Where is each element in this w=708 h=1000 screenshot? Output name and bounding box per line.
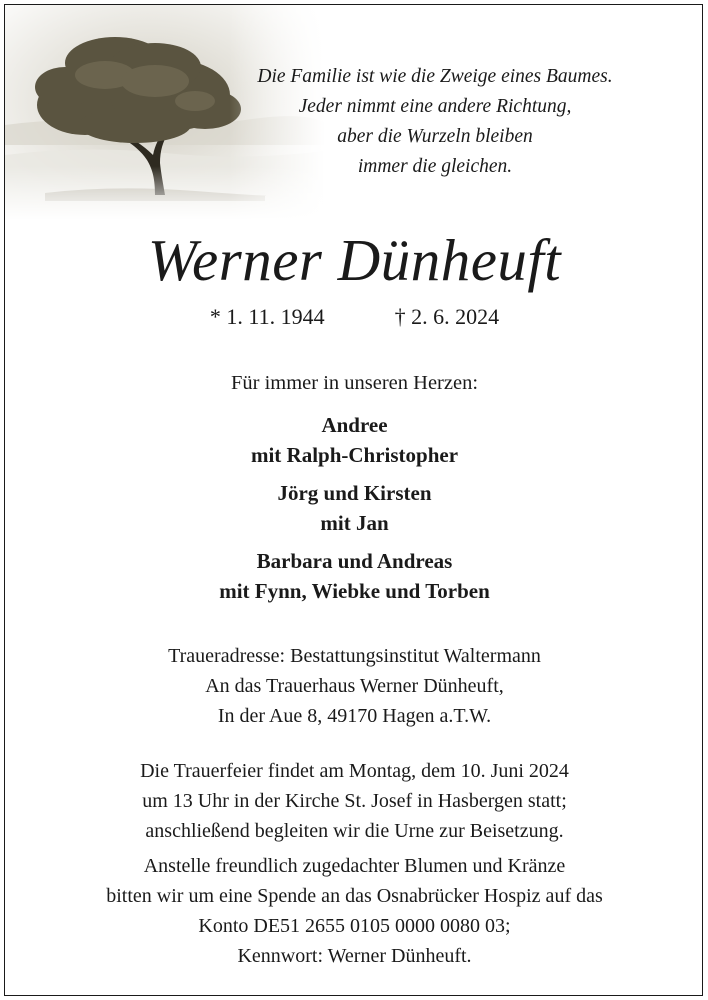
mourners-intro: Für immer in unseren Herzen: — [230, 372, 479, 394]
poem — [185, 62, 685, 182]
life-dates — [5, 302, 703, 332]
poem-line: aber die Wurzeln bleiben — [337, 126, 533, 147]
address-line: In der Aue 8, 49170 Hagen a.T.W. — [217, 705, 492, 727]
mourner-line: Jörg und Kirsten — [277, 481, 432, 505]
address-line: Traueradresse: Bestattungsinstitut Waltermann — [168, 645, 541, 667]
ceremony-info — [5, 756, 703, 846]
mourner-line: Barbara und Andreas — [256, 549, 453, 573]
mourner-group — [5, 478, 703, 538]
ceremony-line: Die Trauerfeier findet am Montag, dem 10. Juni 2024 — [140, 760, 569, 782]
donation-line: Anstelle freundlich zugedachter Blumen und Kränze — [143, 855, 566, 877]
ceremony-line: um 13 Uhr in der Kirche St. Josef in Hasbergen statt; — [142, 790, 567, 812]
mourner-group — [5, 546, 703, 606]
mourning-address — [5, 641, 703, 731]
mourner-group — [5, 410, 703, 470]
mourners-list — [5, 410, 703, 614]
deceased-name: Werner Dünheuft — [147, 227, 562, 293]
birth-date: * 1. 11. 1944 — [209, 304, 325, 329]
poem-line: Die Familie ist wie die Zweige eines Baumes. — [257, 66, 613, 87]
death-date: † 2. 6. 2024 — [394, 304, 500, 329]
address-line: An das Trauerhaus Werner Dünheuft, — [205, 675, 504, 697]
donation-info — [5, 851, 703, 971]
mourner-line: mit Fynn, Wiebke und Torben — [219, 579, 490, 603]
donation-line: bitten wir um eine Spende an das Osnabrücker Hospiz auf das — [106, 885, 603, 907]
mourner-line: mit Jan — [320, 511, 389, 535]
poem-line: immer die gleichen. — [357, 156, 513, 177]
ceremony-line: anschließend begleiten wir die Urne zur Beisetzung. — [145, 820, 564, 842]
mourner-line: mit Ralph-Christopher — [250, 443, 459, 467]
mourner-line: Andree — [321, 413, 388, 437]
poem-line: Jeder nimmt eine andere Richtung, — [298, 96, 572, 117]
donation-line: Kennwort: Werner Dünheuft. — [237, 945, 472, 967]
obituary-notice — [4, 4, 703, 996]
donation-line: Konto DE51 2655 0105 0000 0080 03; — [198, 915, 511, 937]
